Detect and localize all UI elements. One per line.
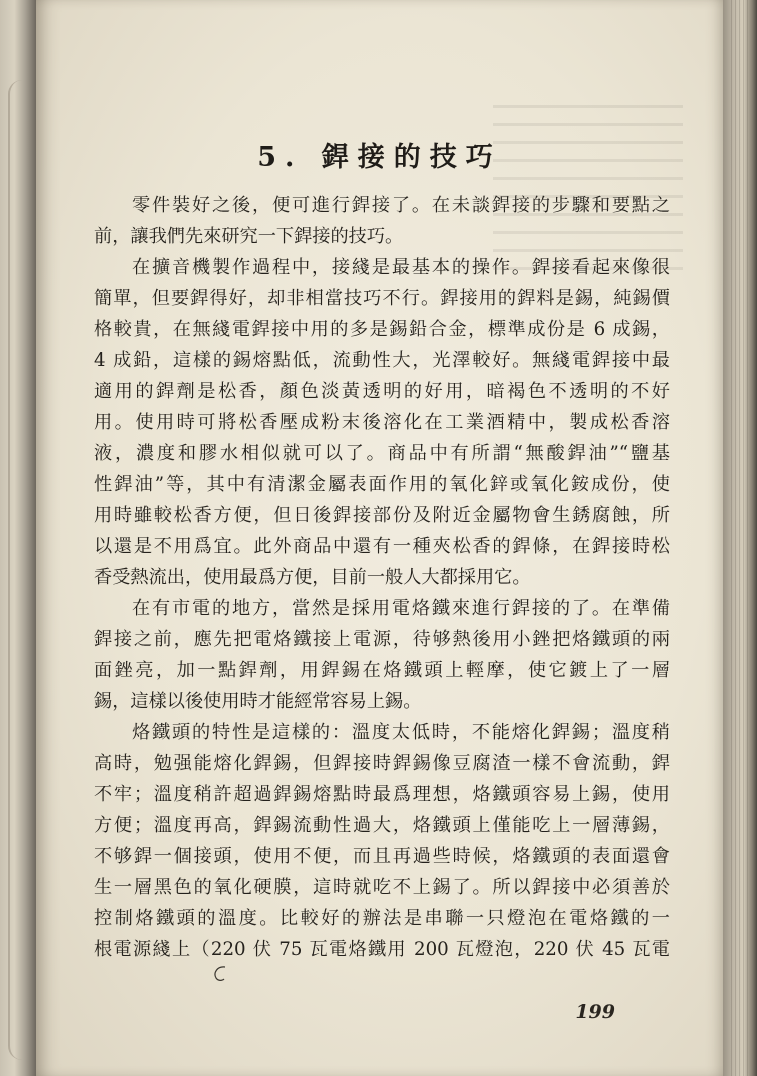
text-line: 零件裝好之後，便可進行銲接了。在未談銲接的步驟和要點之 (132, 195, 670, 216)
text-line: 在有市電的地方，當然是採用電烙鐵來進行銲接的了。在準備 (132, 598, 670, 619)
text-line: 生一層黑色的氧化硬膜，這時就吃不上錫了。所以銲接中必須善於 (94, 877, 670, 898)
text-line: 控制烙鐵頭的溫度。比較好的辦法是串聯一只燈泡在電烙鐵的一 (94, 908, 670, 929)
text-line: 適用的銲劑是松香，顏色淡黃透明的好用，暗褐色不透明的不好 (94, 381, 670, 402)
text-line: 銲接之前，應先把電烙鐵接上電源，待够熱後用小銼把烙鐵頭的兩 (94, 629, 670, 650)
text-line: 方便；溫度再高，銲錫流動性過大，烙鐵頭上僅能吃上一層薄錫， (94, 815, 670, 836)
text-line: 錫，這樣以後使用時才能經常容易上錫。 (94, 691, 422, 712)
page-curl-shadow (8, 80, 38, 1060)
pencil-mark-icon (212, 964, 228, 984)
text-line: 面銼亮，加一點銲劑，用銲錫在烙鐵頭上輕摩，使它鍍上了一層 (94, 660, 670, 681)
text-line: 格較貴，在無綫電銲接中用的多是錫鉛合金，標準成份是 6 成錫， (94, 319, 670, 340)
text-line: 用時雖較松香方便，但日後銲接部份及附近金屬物會生銹腐蝕，所 (94, 505, 670, 526)
text-line: 在擴音機製作過程中，接綫是最基本的操作。銲接看起來像很 (132, 257, 670, 278)
text-line: 以還是不用爲宜。此外商品中還有一種夾松香的銲條，在銲接時松 (94, 536, 670, 557)
text-line: 簡單，但要銲得好，却非相當技巧不行。銲接用的銲料是錫，純錫價 (94, 288, 670, 309)
text-line: 不够銲一個接頭，使用不便，而且再過些時候，烙鐵頭的表面還會 (94, 846, 670, 867)
page-stack-lines (731, 0, 751, 1076)
text-line: 香受熱流出，使用最爲方便，目前一般人大都採用它。 (94, 567, 531, 588)
body-text (94, 190, 670, 965)
page-number: 199 (575, 1001, 615, 1023)
text-line: 烙鐵頭的特性是這樣的：溫度太低時，不能熔化銲錫；溫度稍 (132, 722, 670, 743)
text-line: 不牢；溫度稍許超過銲錫熔點時最爲理想，烙鐵頭容易上錫，使用 (94, 784, 670, 805)
text-line: 4 成鉛，這樣的錫熔點低，流動性大，光澤較好。無綫電銲接中最 (94, 350, 670, 371)
text-line: 前，讓我們先來研究一下銲接的技巧。 (94, 226, 404, 247)
text-line: 液，濃度和膠水相似就可以了。商品中有所謂“無酸銲油”“鹽基 (94, 443, 670, 464)
text-line: 高時，勉强能熔化銲錫，但銲接時銲錫像豆腐渣一樣不會流動，銲 (94, 753, 670, 774)
page-sheet (36, 0, 723, 1076)
text-line: 用。使用時可將松香壓成粉末後溶化在工業酒精中，製成松香溶 (94, 412, 670, 433)
text-line: 性銲油”等，其中有清潔金屬表面作用的氧化鋅或氧化銨成份，使 (94, 474, 670, 495)
text-line: 根電源綫上（220 伏 75 瓦電烙鐵用 200 瓦燈泡，220 伏 45 瓦電 (94, 939, 670, 960)
section-title: 5. 銲接的技巧 (257, 142, 502, 173)
